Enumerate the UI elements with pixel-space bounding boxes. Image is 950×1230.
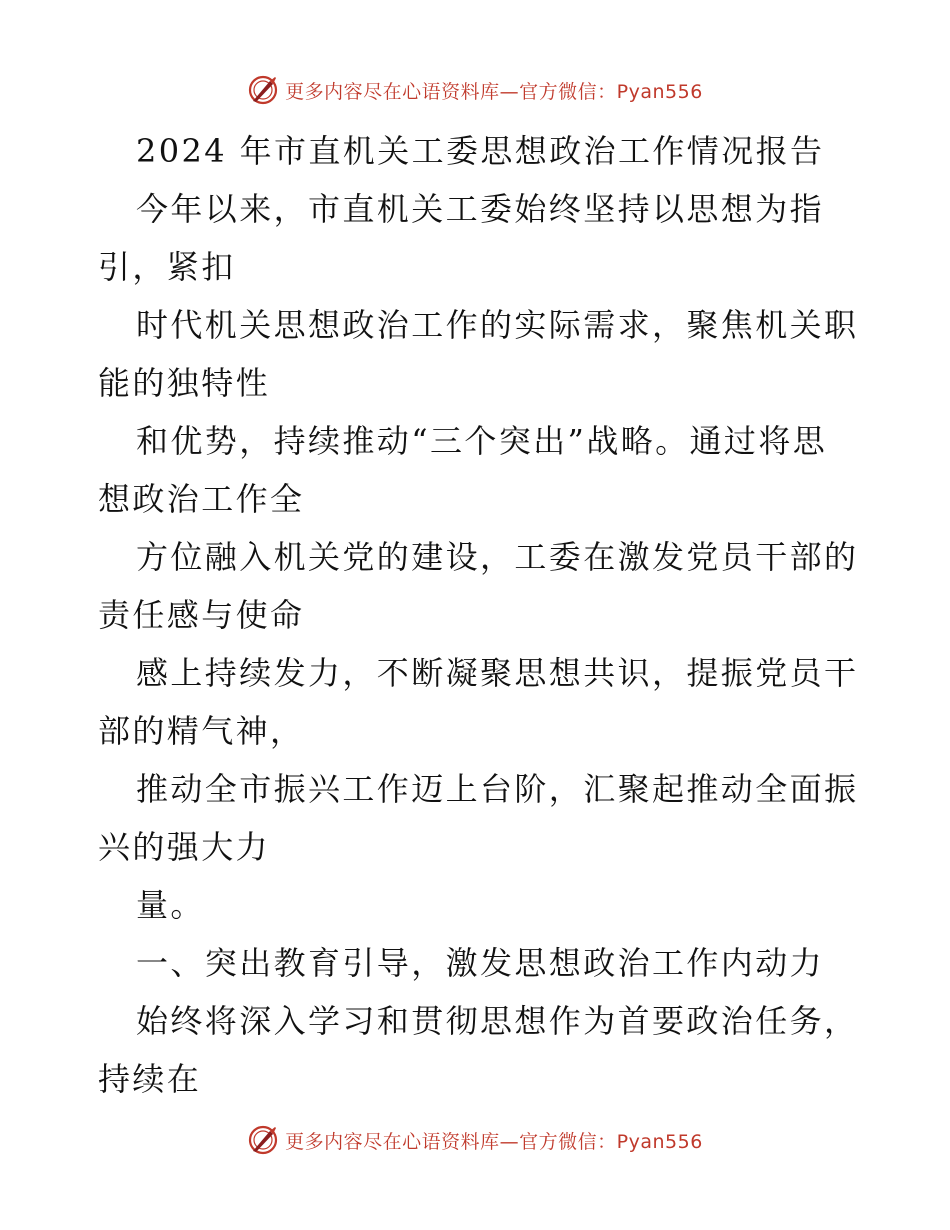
paragraph-line: 方位融入机关党的建设，工委在激发党员干部的 — [136, 538, 858, 576]
paragraph-line: 感上持续发力，不断凝聚思想共识，提振党员干 — [136, 654, 858, 692]
paragraph-line: 兴的强大力 — [98, 828, 271, 866]
paragraph-line: 今年以来，市直机关工委始终坚持以思想为指 — [136, 190, 825, 228]
footer-banner-text: 更多内容尽在心语资料库—官方微信：Pyan556 — [285, 1130, 703, 1153]
paragraph-line: 想政治工作全 — [98, 480, 305, 518]
footer-banner[interactable] — [0, 1120, 950, 1160]
paragraph-line: 能的独特性 — [98, 364, 271, 402]
quill-logo-icon — [247, 1124, 279, 1156]
paragraph-line: 量。 — [136, 886, 205, 924]
paragraph-line: 一、突出教育引导，激发思想政治工作内动力 — [136, 944, 825, 982]
paragraph-line: 持续在 — [98, 1060, 202, 1098]
paragraph-line: 时代机关思想政治工作的实际需求，聚焦机关职 — [136, 306, 858, 344]
header-banner[interactable] — [0, 70, 950, 110]
report-body — [98, 122, 858, 1108]
paragraph-line: 和优势，持续推动“三个突出”战略。通过将思 — [136, 422, 828, 460]
header-banner-text: 更多内容尽在心语资料库—官方微信：Pyan556 — [285, 80, 703, 103]
paragraph-line: 引，紧扣 — [98, 248, 236, 286]
paragraph-line: 始终将深入学习和贯彻思想作为首要政治任务， — [136, 1002, 858, 1040]
quill-logo-icon — [247, 74, 279, 106]
paragraph-line: 责任感与使命 — [98, 596, 305, 634]
report-title: 2024 年市直机关工委思想政治工作情况报告 — [136, 132, 825, 170]
paragraph-line: 推动全市振兴工作迈上台阶，汇聚起推动全面振 — [136, 770, 858, 808]
paragraph-line: 部的精气神， — [98, 712, 305, 750]
